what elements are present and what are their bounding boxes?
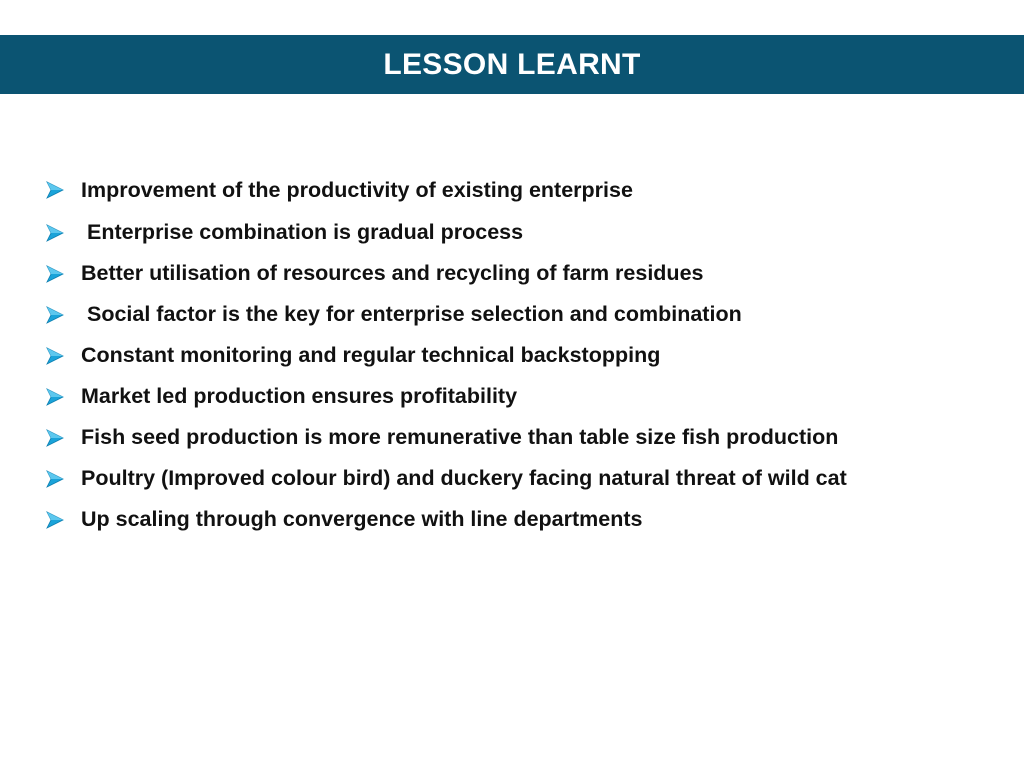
bullet-text: Poultry (Improved colour bird) and duckery facing natural threat of wild cat	[81, 466, 847, 490]
arrowhead-bullet-icon	[45, 305, 71, 325]
bullet-text: Social factor is the key for enterprise selection and combination	[81, 302, 742, 326]
arrowhead-bullet-icon	[45, 346, 71, 366]
list-item	[45, 212, 1015, 253]
list-item	[45, 335, 1015, 376]
bullet-text: Market led production ensures profitability	[81, 384, 518, 408]
bullet-list	[45, 168, 1015, 540]
bullet-text: Up scaling through convergence with line departments	[81, 507, 643, 531]
arrowhead-bullet-icon	[45, 469, 71, 489]
title-bar	[0, 35, 1024, 94]
arrowhead-bullet-icon	[45, 264, 71, 284]
list-item	[45, 417, 1015, 458]
arrowhead-bullet-icon	[45, 180, 71, 200]
arrowhead-bullet-icon	[45, 387, 71, 407]
list-item	[45, 458, 1015, 499]
list-item	[45, 376, 1015, 417]
arrowhead-bullet-icon	[45, 510, 71, 530]
list-item	[45, 294, 1015, 335]
arrowhead-bullet-icon	[45, 223, 71, 243]
bullet-text: Constant monitoring and regular technical backstopping	[81, 343, 661, 367]
list-item	[45, 168, 1015, 212]
bullet-text: Fish seed production is more remunerative than table size fish production	[81, 425, 839, 449]
list-item	[45, 253, 1015, 294]
slide-title: LESSON LEARNT	[383, 47, 641, 81]
bullet-text: Enterprise combination is gradual process	[81, 220, 524, 244]
bullet-text: Better utilisation of resources and recycling of farm residues	[81, 261, 704, 285]
arrowhead-bullet-icon	[45, 428, 71, 448]
bullet-text: Improvement of the productivity of existing enterprise	[81, 177, 633, 202]
list-item	[45, 499, 1015, 540]
